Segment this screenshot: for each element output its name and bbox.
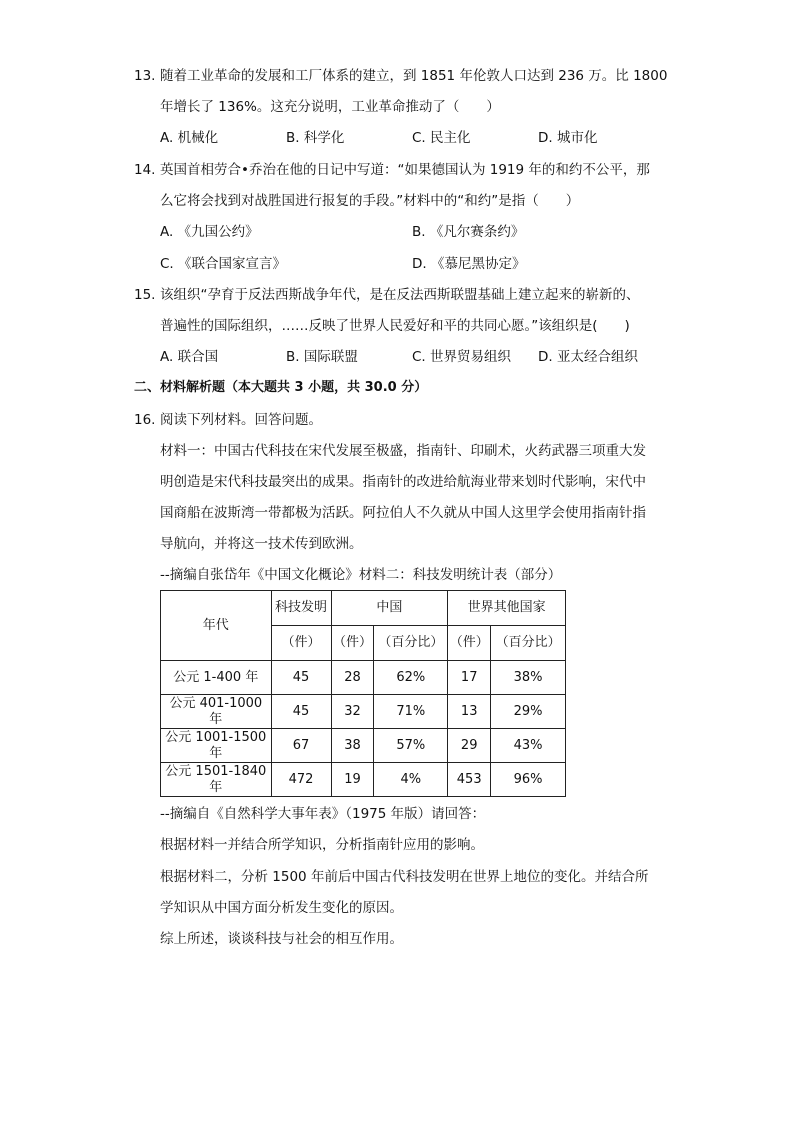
question-14-option-d: D. 《慕尼黑协定》 (412, 256, 526, 272)
table-cell-world-pieces: 17 (448, 661, 491, 695)
table-cell-total: 45 (271, 695, 331, 729)
question-13-option-a: A. 机械化 (160, 130, 219, 146)
question-14-option-c: C. 《联合国家宣言》 (160, 256, 287, 272)
table-cell-world-pct: 43% (491, 729, 566, 763)
question-15-option-c: C. 世界贸易组织 (412, 349, 512, 365)
material-1-line-4: 导航向，并将这一技术传到欧洲。 (160, 536, 363, 552)
table-cell-world-pct: 29% (491, 695, 566, 729)
question-15-line-1: 该组织“孕育于反法西斯战争年代，是在反法西斯联盟基础上建立起来的崭新的、 (160, 287, 640, 303)
question-13-number: 13. (134, 68, 156, 84)
table-cell-era: 公元 401-1000 年 (161, 695, 272, 729)
question-14-line-1: 英国首相劳合•乔治在他的日记中写道：“如果德国认为 1919 年的和约不公平，那 (160, 162, 650, 178)
question-13-line-1: 随着工业革命的发展和工厂体系的建立，到 1851 年伦敦人口达到 236 万。比 1800 (160, 68, 668, 84)
question-15-option-d: D. 亚太经合组织 (538, 349, 638, 365)
table-cell-china-pieces: 28 (331, 661, 374, 695)
table-cell-china-pieces: 38 (331, 729, 374, 763)
table-header-china-pct: （百分比） (374, 626, 448, 661)
question-15-line-2: 普遍性的国际组织，……反映了世界人民爱好和平的共同心愿。”该组织是( ) (160, 318, 630, 334)
table-cell-total: 45 (271, 661, 331, 695)
question-16-ask-2-line-1: 根据材料二，分析 1500 年前后中国古代科技发明在世界上地位的变化。并结合所 (160, 869, 649, 885)
table-cell-world-pieces: 453 (448, 763, 491, 797)
table-header-total-unit: （件） (271, 626, 331, 661)
question-13-option-d: D. 城市化 (538, 130, 598, 146)
question-14-number: 14. (134, 162, 156, 178)
table-row (161, 729, 566, 763)
table-cell-total: 472 (271, 763, 331, 797)
table-cell-china-pct: 4% (374, 763, 448, 797)
question-14-line-2: 么它将会找到对战胜国进行报复的手段。”材料中的“和约”是指（ ） (160, 193, 580, 209)
question-16-intro: 阅读下列材料。回答问题。 (160, 412, 322, 428)
table-cell-world-pieces: 13 (448, 695, 491, 729)
table-cell-era: 公元 1501-1840 年 (161, 763, 272, 797)
table-header-total: 科技发明 (271, 591, 331, 626)
table-cell-era: 公元 1001-1500 年 (161, 729, 272, 763)
question-14-option-a: A. 《九国公约》 (160, 224, 259, 240)
section-2-heading: 二、材料解析题（本大题共 3 小题，共 30.0 分） (134, 380, 428, 395)
table-row (161, 695, 566, 729)
table-cell-world-pieces: 29 (448, 729, 491, 763)
table-header-world-pieces: （件） (448, 626, 491, 661)
question-15-option-a: A. 联合国 (160, 349, 219, 365)
table-cell-china-pieces: 19 (331, 763, 374, 797)
material-1-line-3: 国商船在波斯湾一带都极为活跃。阿拉伯人不久就从中国人这里学会使用指南针指 (160, 505, 646, 521)
question-16-ask-2-line-2: 学知识从中国方面分析发生变化的原因。 (160, 900, 403, 916)
table-cell-era: 公元 1-400 年 (161, 661, 272, 695)
table-cell-china-pct: 71% (374, 695, 448, 729)
table-cell-china-pct: 57% (374, 729, 448, 763)
question-13-option-c: C. 民主化 (412, 130, 471, 146)
material-2-source: --摘编自《自然科学大事年表》（1975 年版）请回答： (160, 806, 486, 822)
table-header-world: 世界其他国家 (448, 591, 566, 626)
question-15-number: 15. (134, 287, 156, 303)
material-1-source: --摘编自张岱年《中国文化概论》材料二：科技发明统计表（部分） (160, 567, 562, 583)
material-1-line-2: 明创造是宋代科技最突出的成果。指南针的改进给航海业带来划时代影响，宋代中 (160, 474, 646, 490)
question-13-option-b: B. 科学化 (286, 130, 345, 146)
table-header-era: 年代 (161, 591, 272, 661)
table-cell-total: 67 (271, 729, 331, 763)
table-row (161, 763, 566, 797)
question-14-option-b: B. 《凡尔赛条约》 (412, 224, 525, 240)
table-header-world-pct: （百分比） (491, 626, 566, 661)
question-16-ask-3: 综上所述，谈谈科技与社会的相互作用。 (160, 931, 403, 947)
table-cell-world-pct: 96% (491, 763, 566, 797)
question-15-option-b: B. 国际联盟 (286, 349, 358, 365)
question-13-line-2: 年增长了 136%。这充分说明，工业革命推动了（ ） (160, 99, 500, 115)
invention-statistics-table (160, 590, 566, 797)
material-1-line-1: 材料一：中国古代科技在宋代发展至极盛，指南针、印刷术，火药武器三项重大发 (160, 443, 646, 459)
table-header-china: 中国 (331, 591, 448, 626)
table-row (161, 661, 566, 695)
question-16-number: 16. (134, 412, 156, 428)
table-cell-china-pct: 62% (374, 661, 448, 695)
question-16-ask-1: 根据材料一并结合所学知识，分析指南针应用的影响。 (160, 837, 484, 853)
table-cell-china-pieces: 32 (331, 695, 374, 729)
table-cell-world-pct: 38% (491, 661, 566, 695)
table-header-china-pieces: （件） (331, 626, 374, 661)
